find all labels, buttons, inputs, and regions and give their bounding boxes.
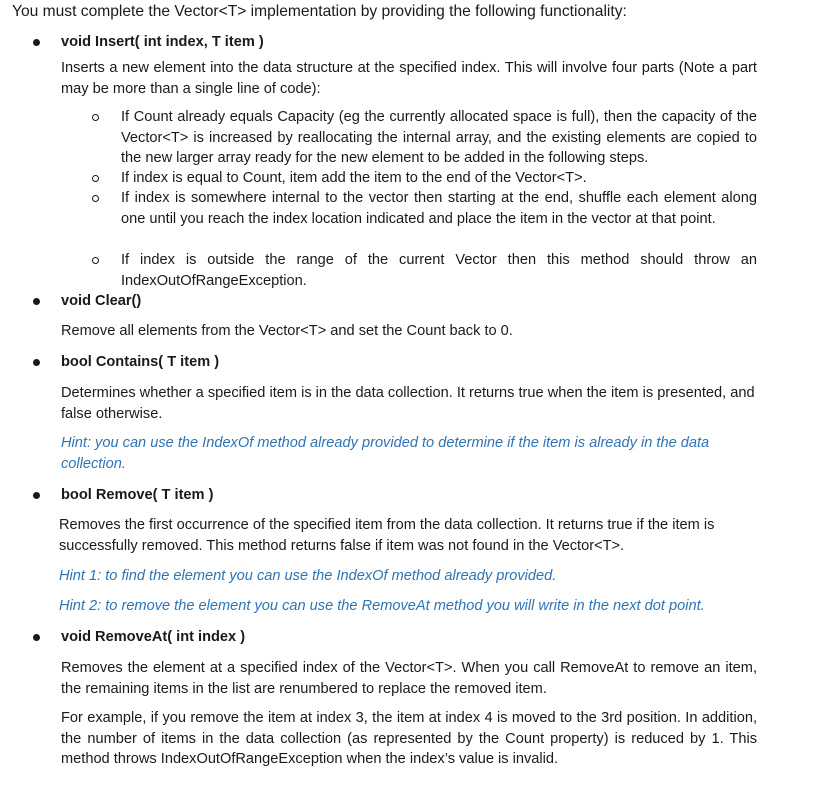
method-heading-clear: void Clear(): [61, 293, 142, 309]
removeat-description: Removes the element at a specified index of the Vector<T>. When you call RemoveAt to remove an item, the remaining items in the list are renumbered to replace the removed item.: [61, 660, 757, 697]
circle-bullet-icon: [92, 175, 99, 182]
insert-step-3: If index is somewhere internal to the vector then starting at the end, shuffle each element along one until you reach the index location indicated and place the item in the vector at that point.: [121, 190, 757, 227]
contains-description: Determines whether a specified item is in the data collection. It returns true when the item is presented, and false otherwise.: [61, 385, 755, 422]
bullet-icon: [33, 492, 40, 499]
bullet-icon: [33, 298, 40, 305]
insert-step-2: If index is equal to Count, item add the item to the end of the Vector<T>.: [121, 170, 587, 186]
insert-step-4: If index is outside the range of the current Vector then this method should throw an IndexOutOfRangeException.: [121, 252, 757, 289]
bullet-icon: [33, 634, 40, 641]
method-heading-removeat: void RemoveAt( int index ): [61, 629, 246, 645]
contains-hint: Hint: you can use the IndexOf method already provided to determine if the item is already in the data collection.: [61, 435, 710, 472]
removeat-example: For example, if you remove the item at index 3, the item at index 4 is moved to the 3rd position. In addition, the number of items in the data collection (as represented by the Count property) is reduced by 1. This method throws IndexOutOfRangeException when the index’s value is invalid.: [61, 710, 757, 767]
insert-description: Inserts a new element into the data structure at the specified index. This will involve four parts (Note a part may be more than a single line of code):: [61, 60, 757, 97]
clear-description: Remove all elements from the Vector<T> and set the Count back to 0.: [61, 323, 513, 339]
remove-hint-2: Hint 2: to remove the element you can use the RemoveAt method you will write in the next dot point.: [59, 598, 705, 614]
insert-step-1: If Count already equals Capacity (eg the currently allocated space is full), then the capacity of the Vector<T> is increased by reallocating the internal array, and the existing elements are copied to the new larger array ready for the new element to be added in the following steps.: [121, 109, 757, 166]
intro-text: You must complete the Vector<T> implementation by providing the following functionality:: [12, 3, 627, 20]
circle-bullet-icon: [92, 257, 99, 264]
bullet-icon: [33, 359, 40, 366]
circle-bullet-icon: [92, 114, 99, 121]
method-heading-remove: bool Remove( T item ): [61, 487, 214, 503]
remove-description: Removes the first occurrence of the specified item from the data collection. It returns true if the item is successfully removed. This method returns false if item was not found in the Vector<T>.: [59, 517, 715, 554]
method-heading-contains: bool Contains( T item ): [61, 354, 220, 370]
remove-hint-1: Hint 1: to find the element you can use the IndexOf method already provided.: [59, 568, 557, 584]
method-heading-insert: void Insert( int index, T item ): [61, 34, 264, 50]
circle-bullet-icon: [92, 195, 99, 202]
bullet-icon: [33, 39, 40, 46]
